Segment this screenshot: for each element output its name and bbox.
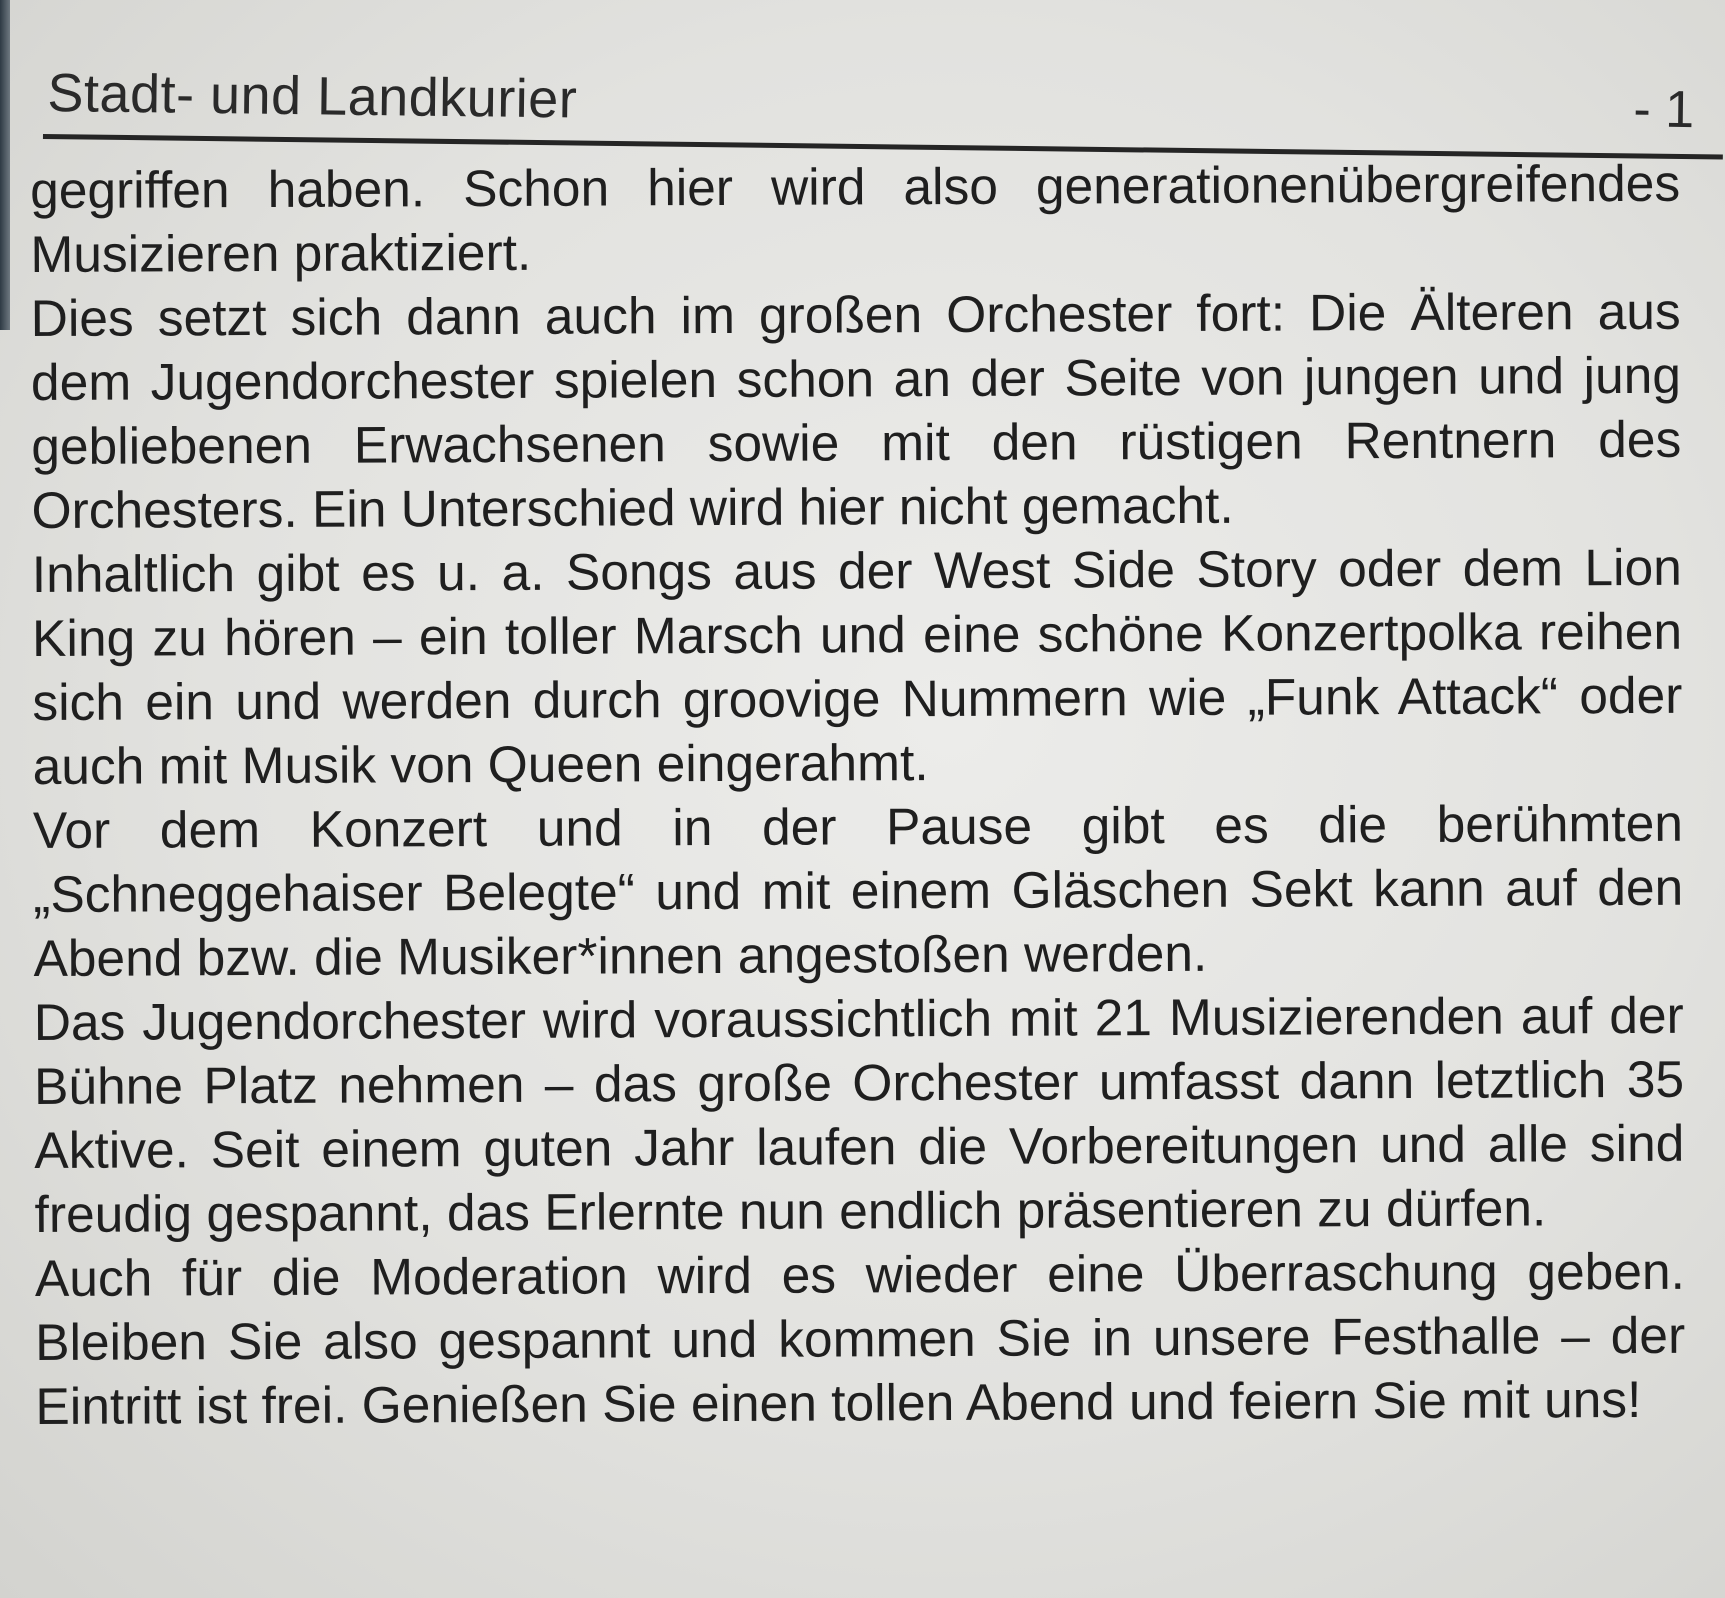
newspaper-masthead: Stadt- und Landkurier xyxy=(47,63,578,130)
page-edge-shadow xyxy=(0,0,10,330)
article-paragraph: gegriffen haben. Schon hier wird also generationenübergreifendes Musizieren praktiziert. xyxy=(30,153,1681,283)
page-header xyxy=(43,52,1725,163)
page-number: - 1 xyxy=(1633,80,1695,140)
article-paragraph: Dies setzt sich dann auch im großen Orchester fort: Die Älteren aus dem Jugendorchester spielen schon an der Seite von jungen und jung gebliebenen Erwachsenen sowie mit den rüstigen Rentnern des Orchesters. Ein Unterschied wird hier nicht gemacht. xyxy=(30,281,1682,539)
article-body xyxy=(30,151,1686,1438)
article-paragraph: Inhaltlich gibt es u. a. Songs aus der West Side Story oder dem Lion King zu hören – ein toller Marsch und eine schöne Konzertpolka reihen sich ein und werden durch groovige Nummern wie „Funk Attack“ oder auch mit Musik von Queen eingerahmt. xyxy=(31,537,1683,795)
article-paragraph: Vor dem Konzert und in der Pause gibt es die berühmten „Schneggehaiser Belegte“ und mit einem Gläschen Sekt kann auf den Abend bzw. die Musiker*innen angestoßen werden. xyxy=(32,793,1684,987)
article-paragraph: Das Jugendorchester wird voraussichtlich mit 21 Musizierenden auf der Bühne Platz nehmen – das große Orchester umfasst dann letztlich 35 Aktive. Seit einem guten Jahr laufen die Vorbereitungen und alle sind freudig gespannt, das Erlernte nun endlich präsentieren zu dürfen. xyxy=(33,985,1685,1243)
article-paragraph: Auch für die Moderation wird es wieder eine Überraschung geben. Bleiben Sie also gespannt und kommen Sie in unsere Festhalle – der Eintritt ist frei. Genießen Sie einen tollen Abend und feiern Sie mit uns! xyxy=(34,1241,1686,1435)
